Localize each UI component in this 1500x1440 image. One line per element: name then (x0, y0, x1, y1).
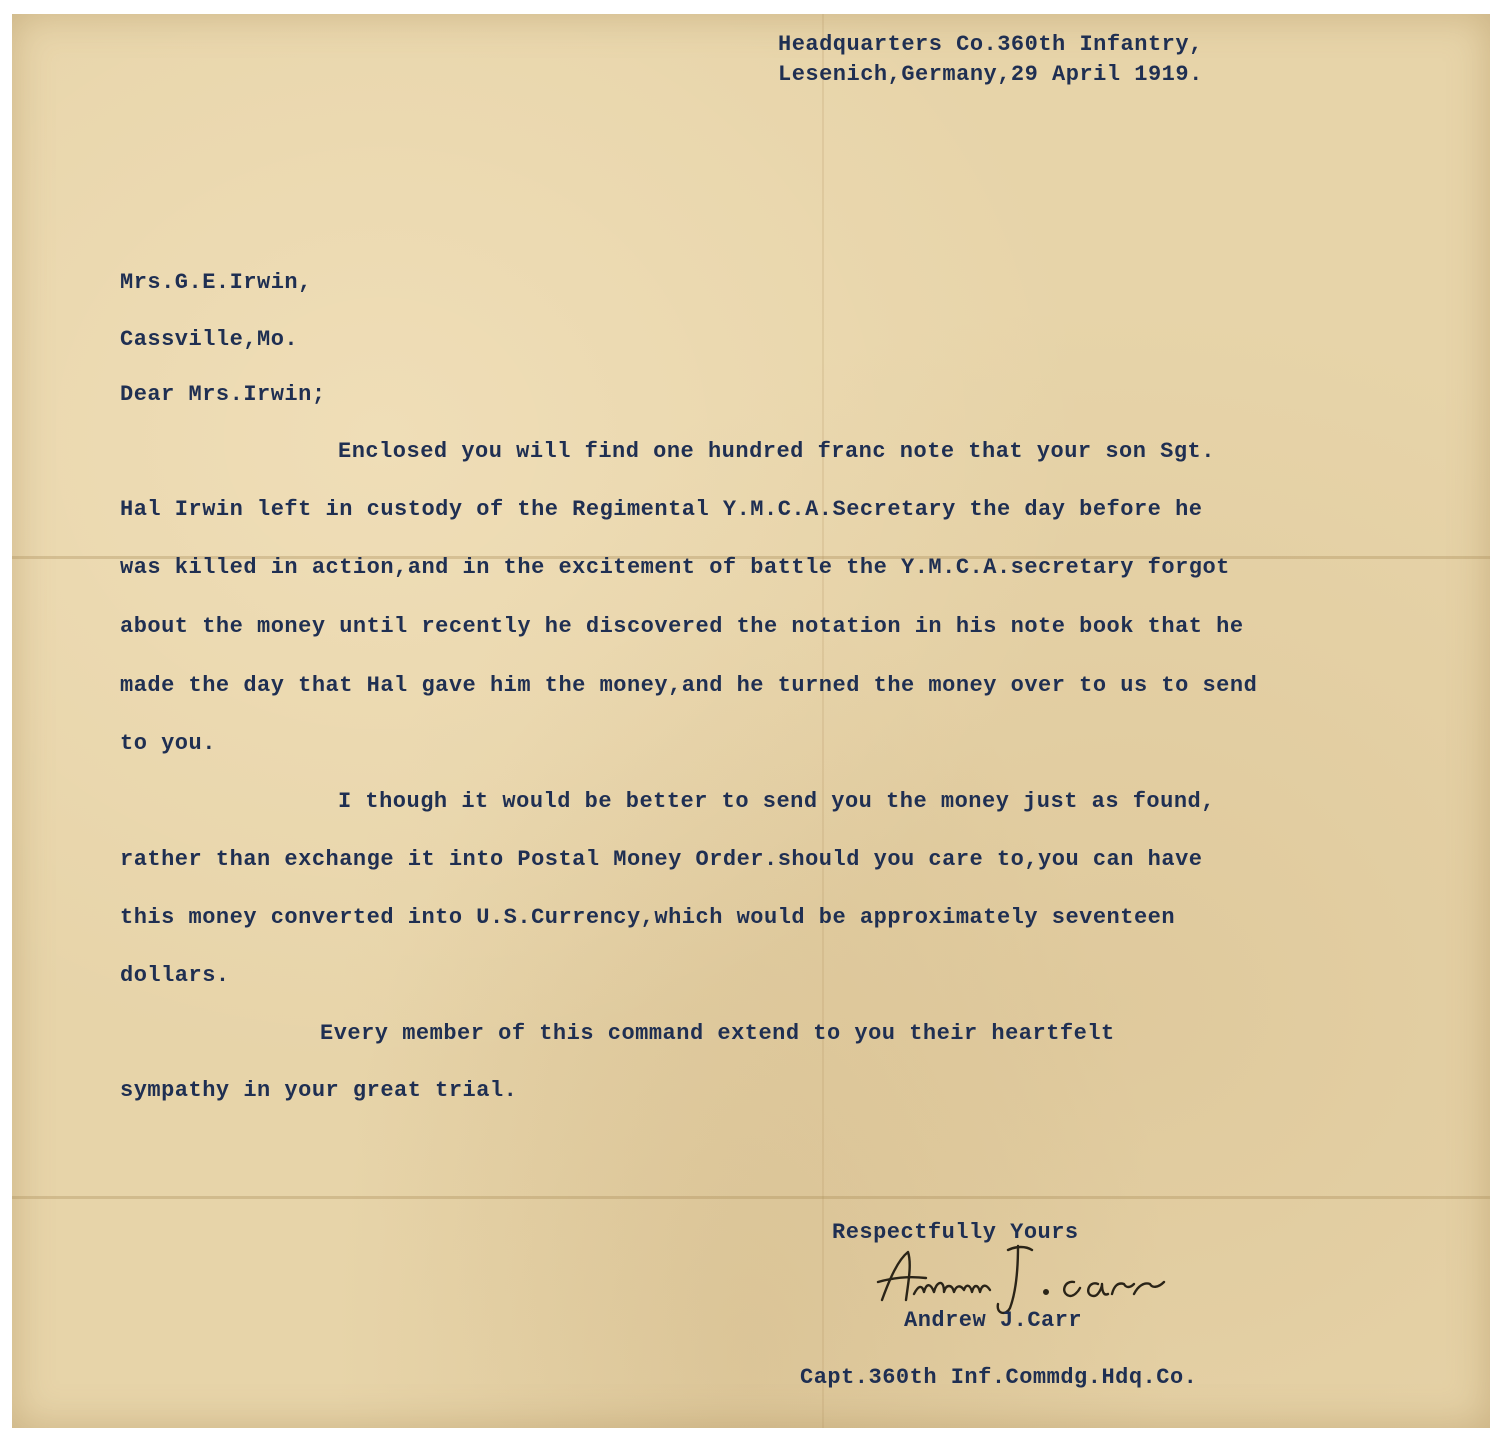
body-line: I though it would be better to send you the money just as found, (338, 789, 1215, 814)
closing: Respectfully Yours (832, 1220, 1079, 1245)
body-line: rather than exchange it into Postal Money Order.should you care to,you can have (120, 847, 1203, 872)
signer-title: Capt.360th Inf.Commdg.Hdq.Co. (800, 1365, 1198, 1390)
body-line: about the money until recently he discovered the notation in his note book that he (120, 614, 1244, 639)
body-line: Enclosed you will find one hundred franc note that your son Sgt. (338, 439, 1215, 464)
fold-crease-vertical (822, 14, 824, 1428)
body-line: this money converted into U.S.Currency,which would be approximately seventeen (120, 905, 1176, 930)
recipient-location: Cassville,Mo. (120, 327, 299, 352)
fold-crease-lower (12, 1196, 1490, 1199)
body-line: Every member of this command extend to you their heartfelt (320, 1021, 1115, 1046)
body-line: sympathy in your great trial. (120, 1078, 518, 1103)
letter-paper (12, 14, 1490, 1428)
letterhead-unit: Headquarters Co.360th Infantry, (778, 32, 1203, 57)
body-line: dollars. (120, 963, 230, 988)
body-line: Hal Irwin left in custody of the Regimental Y.M.C.A.Secretary the day before he (120, 497, 1203, 522)
body-line: was killed in action,and in the excitement of battle the Y.M.C.A.secretary forgot (120, 555, 1230, 580)
signer-name: Andrew J.Carr (904, 1308, 1083, 1333)
salutation: Dear Mrs.Irwin; (120, 382, 326, 407)
letterhead-place-date: Lesenich,Germany,29 April 1919. (778, 62, 1203, 87)
body-line: to you. (120, 731, 216, 756)
body-line: made the day that Hal gave him the money,and he turned the money over to us to send (120, 673, 1258, 698)
recipient-name: Mrs.G.E.Irwin, (120, 270, 312, 295)
handwritten-signature (868, 1238, 1178, 1318)
